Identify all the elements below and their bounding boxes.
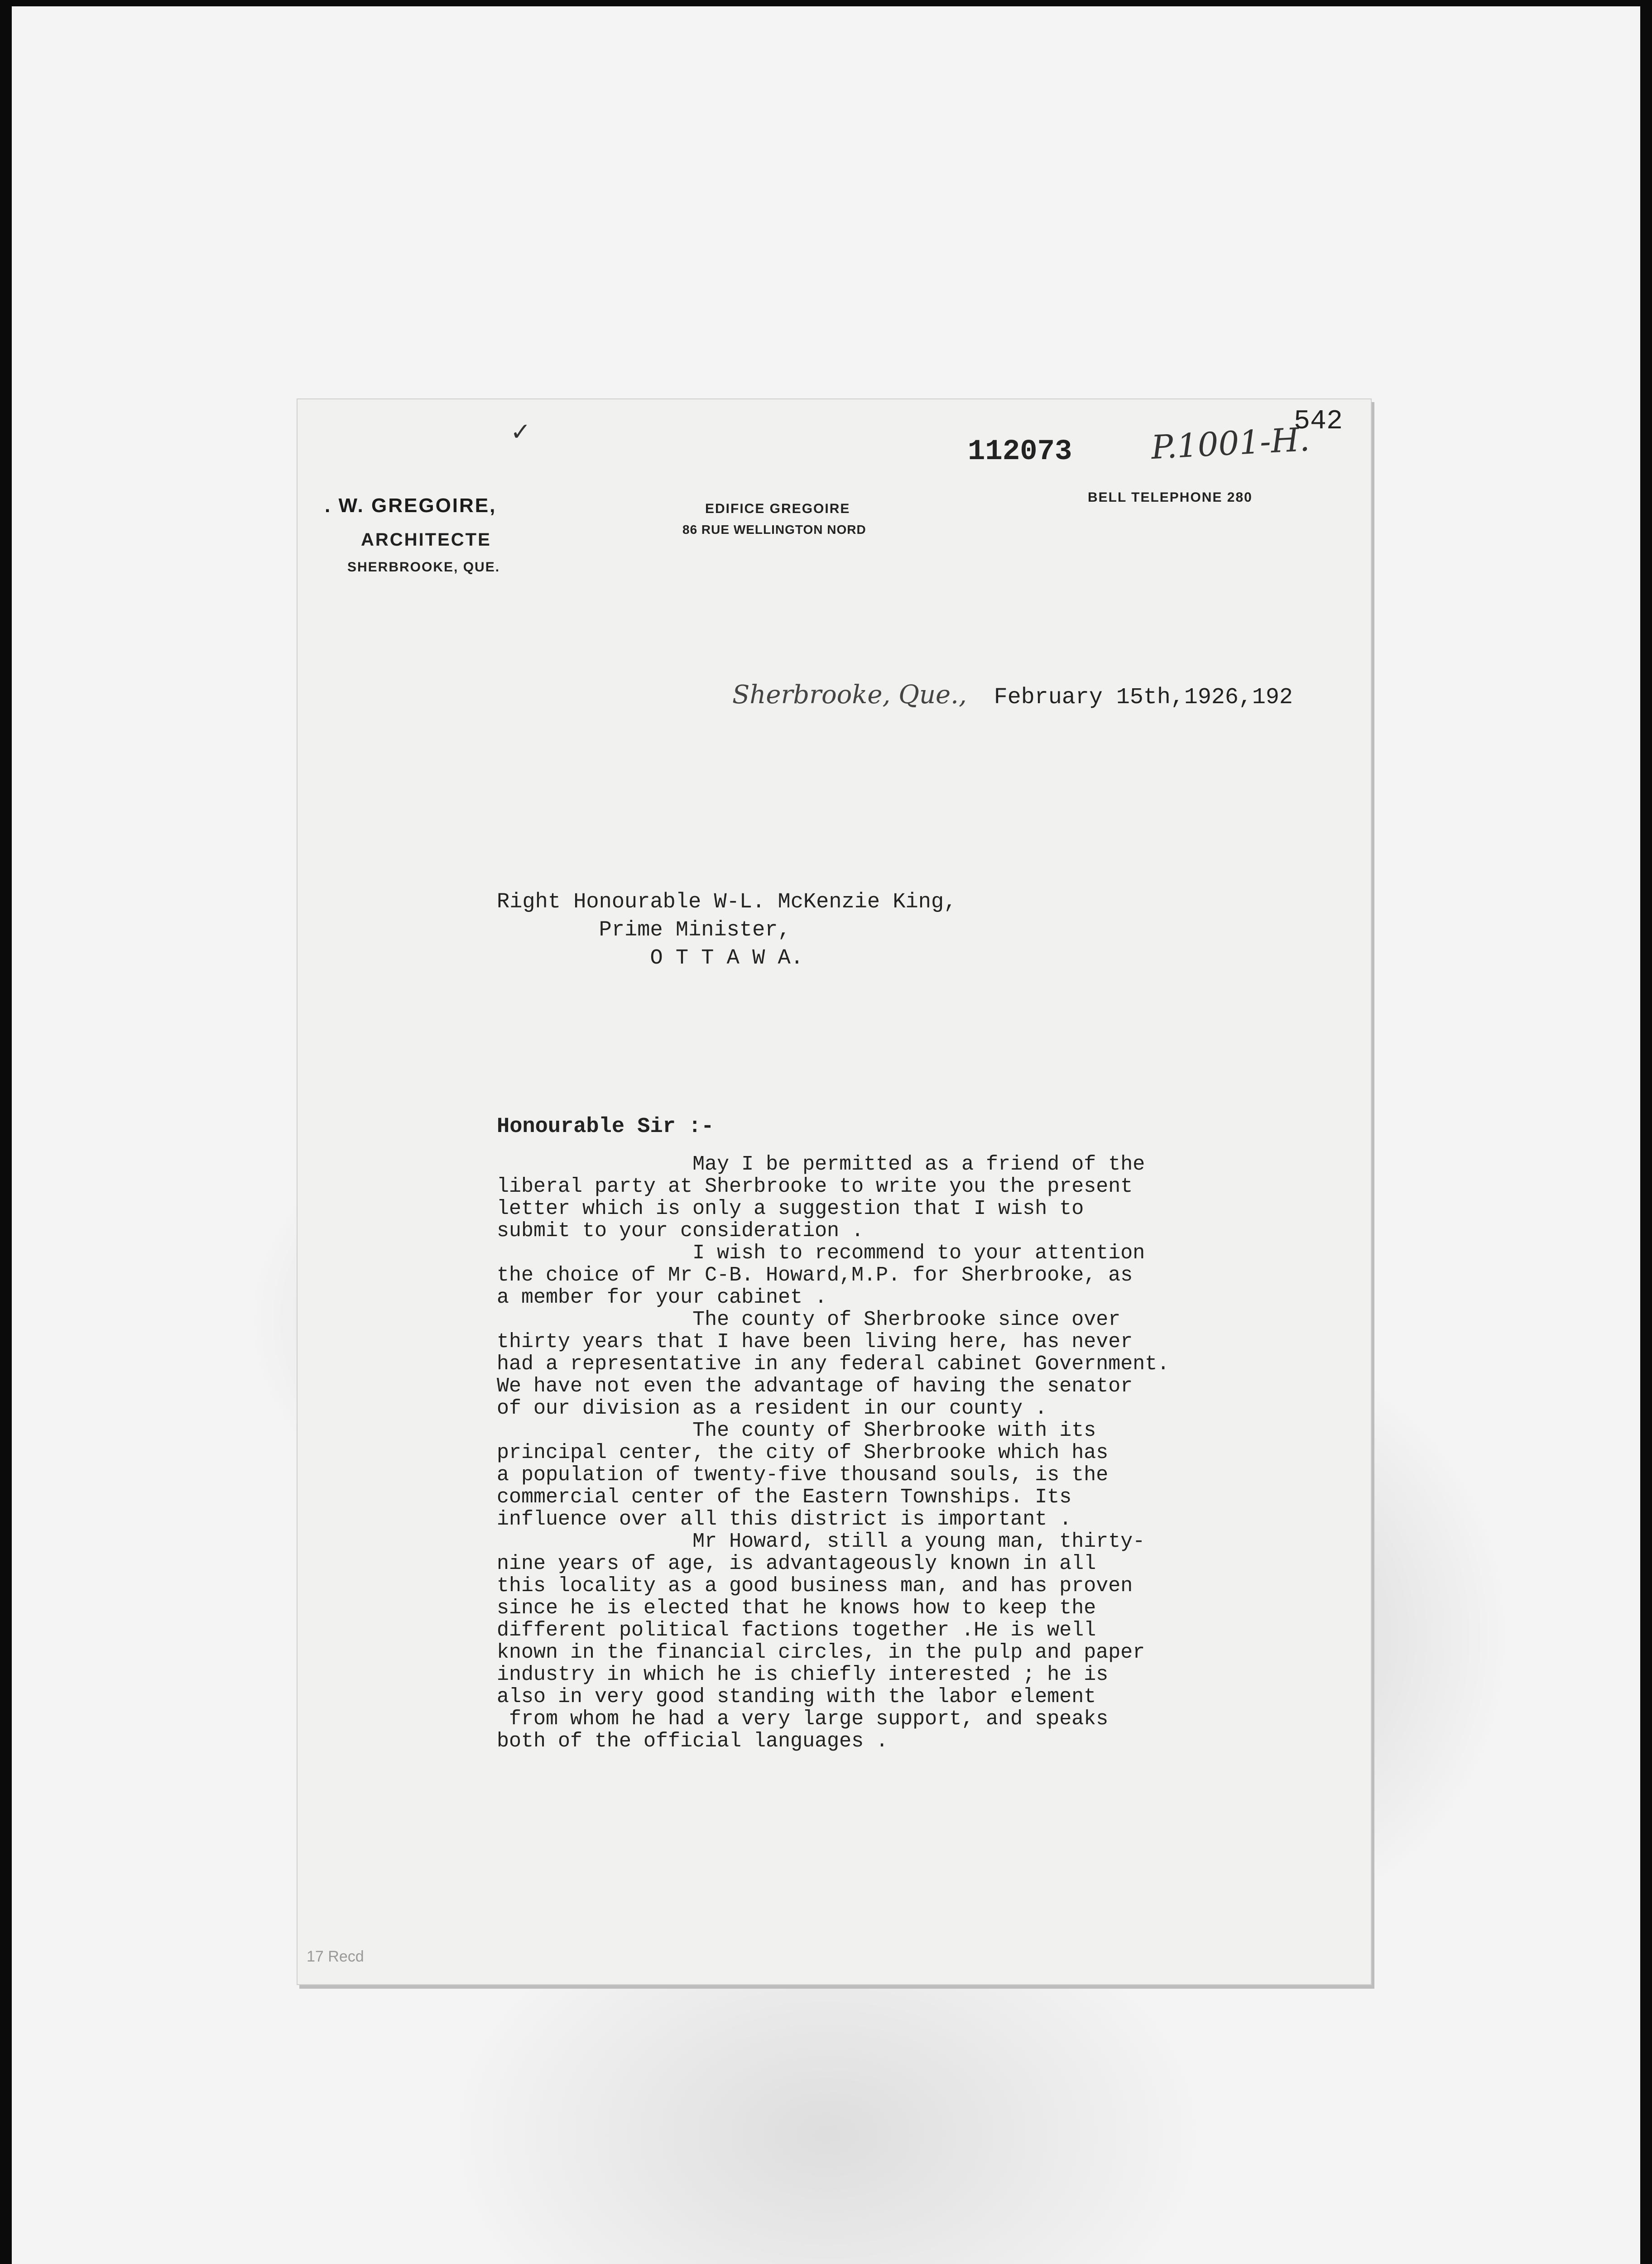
- letterhead-address: 86 RUE WELLINGTON NORD: [682, 523, 866, 537]
- letterhead-city: SHERBROOKE, QUE.: [347, 560, 500, 575]
- check-mark: ✓: [510, 420, 531, 448]
- dateline-place: Sherbrooke, Que.,: [732, 680, 967, 710]
- letterhead-name: . W. GREGOIRE,: [325, 494, 497, 517]
- salutation: Honourable Sir :-: [497, 1115, 714, 1139]
- letter-sheet: [297, 398, 1372, 1985]
- file-number: 112073: [968, 436, 1072, 468]
- recipient-address: Right Honourable W-L. McKenzie King, Prime Minister, O T T A W A.: [497, 890, 957, 970]
- dateline: [732, 680, 1293, 710]
- handwritten-reference: P.1001-H.: [1150, 420, 1311, 467]
- dateline-date: February 15th,1926,192: [994, 685, 1293, 710]
- letterhead-building: EDIFICE GREGOIRE: [705, 501, 850, 516]
- page-number: 542: [1294, 406, 1343, 437]
- letter-body: May I be permitted as a friend of the liberal party at Sherbrooke to write you the present letter which is only a suggestion that I wish to submit to your consideration . I wish to recommend to your attention the choice of Mr C-B. Howard,M.P. for Sherbrooke, as a member for your cabinet . The county of Sherbrooke since over thirty years that I have been living here, has never had a representative in any federal cabinet Government. We have not even the advantage of having the senator of our division as a resident in our county . The county of Sherbrooke with its principal center, the city of Sherbrooke which has a population of twenty-five thousand souls, is the commercial center of the Eastern Townships. Its influence over all this district is important . Mr Howard, still a young man, thirty- nine years of age, is advantageously known in all this locality as a good business man, and has proven since he is elected that he knows how to keep the different political factions together .He is well known in the financial circles, in the pulp and paper industry in which he is chiefly interested ; he is also in very good standing with the labor element from whom he had a very large support, and speaks both of the official languages .: [497, 1153, 1170, 1753]
- received-stamp: 17 Recd: [307, 1948, 364, 1965]
- letterhead-telephone: BELL TELEPHONE 280: [1088, 490, 1253, 505]
- letterhead-title: ARCHITECTE: [361, 530, 491, 550]
